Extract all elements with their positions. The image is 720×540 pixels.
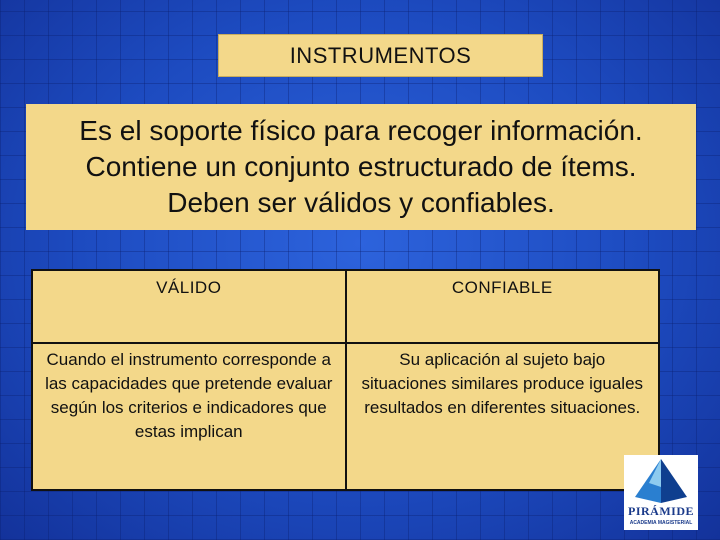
definition-line: Deben ser válidos y confiables.	[167, 187, 555, 218]
table-header-row	[32, 270, 659, 343]
header-valido: VÁLIDO	[32, 270, 346, 343]
slide-title: INSTRUMENTOS	[218, 34, 543, 77]
header-confiable: CONFIABLE	[346, 270, 660, 343]
logo-subtitle: ACADEMIA MAGISTERIAL	[629, 520, 693, 526]
piramide-logo	[624, 455, 698, 530]
cell-valido: Cuando el instrumento corresponde a las capacidades que pretende evaluar según los criterios e indicadores que estas implican	[32, 343, 346, 490]
pyramid-icon	[631, 457, 691, 505]
definition-line: Contiene un conjunto estructurado de ítems.	[85, 151, 637, 182]
logo-name: PIRÁMIDE	[628, 504, 694, 518]
table-row	[32, 343, 659, 490]
definition-box	[26, 104, 696, 230]
definition-line: Es el soporte físico para recoger información.	[79, 115, 643, 146]
cell-confiable: Su aplicación al sujeto bajo situaciones similares produce iguales resultados en diferentes situaciones.	[346, 343, 660, 490]
criteria-table	[31, 269, 660, 491]
